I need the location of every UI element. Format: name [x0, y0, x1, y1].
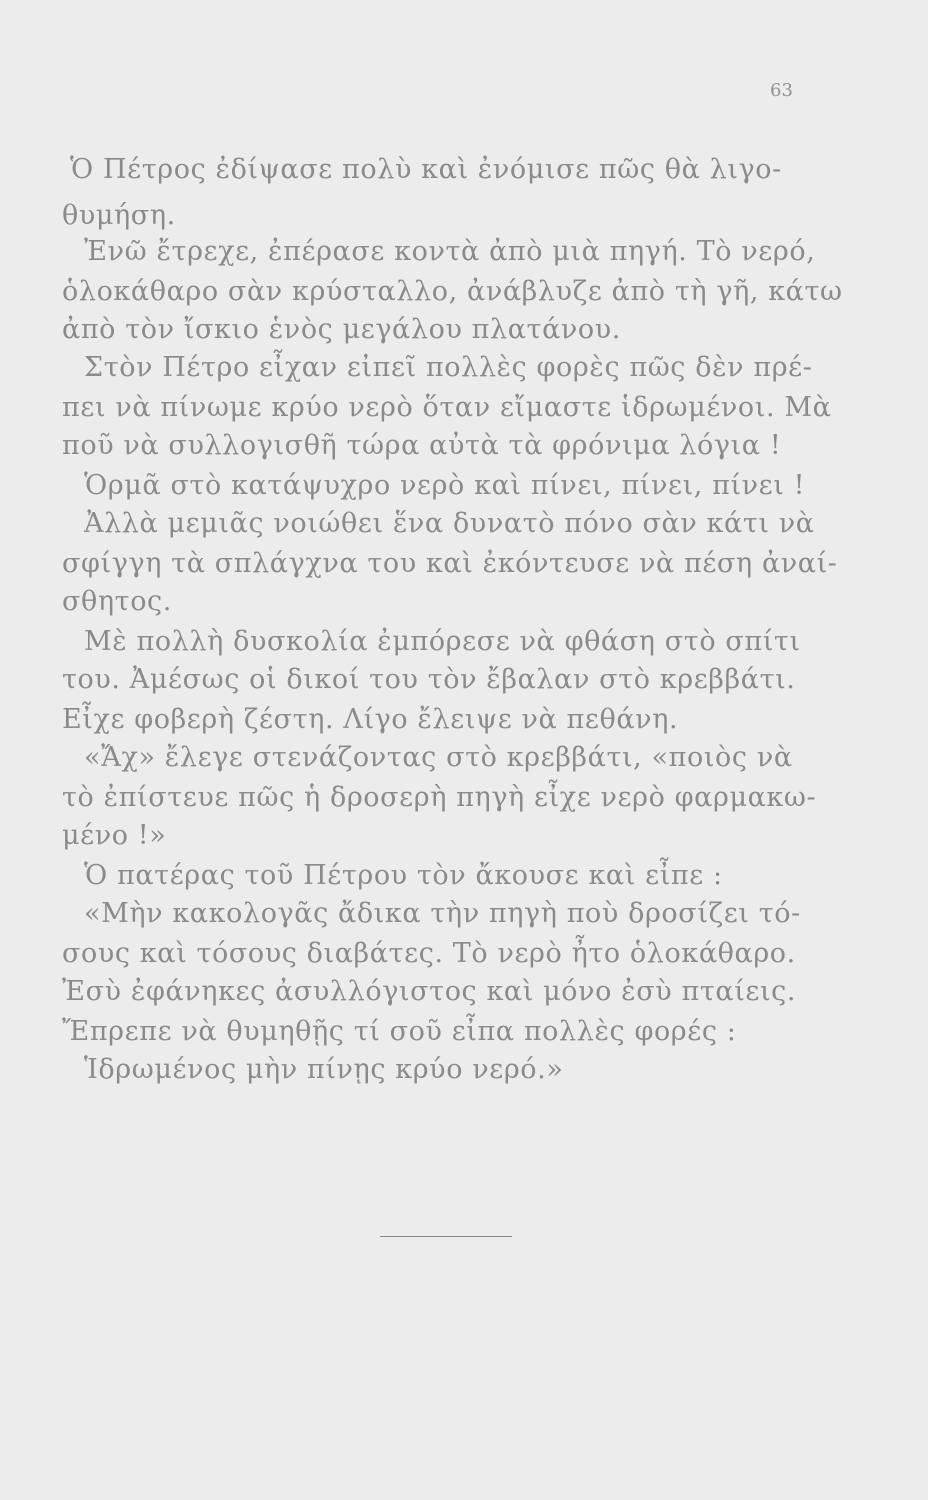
text-line: Εἶχε φοβερὴ ζέστη. Λίγο ἔλειψε νὰ πεθάνη. [62, 704, 679, 735]
text-line: ὁλοκάθαρο σὰν κρύσταλλο, ἀνάβλυζε ἀπὸ τὴ γῆ, κάτω [62, 276, 843, 307]
text-line: Ὁ πατέρας τοῦ Πέτρου τὸν ἄκουσε καὶ εἶπε : [84, 860, 723, 891]
text-line: του. Ἀμέσως οἱ δικοί του τὸν ἔβαλαν στὸ κρεββάτι. [62, 664, 796, 695]
text-line: τὸ ἐπίστευε πῶς ἡ δροσερὴ πηγὴ εἶχε νερὸ φαρμακω- [62, 782, 817, 813]
text-line: θυμήση. [62, 200, 176, 231]
text-line: ποῦ νὰ συλλογισθῆ τώρα αὐτὰ τὰ φρόνιμα λόγια ! [62, 430, 782, 461]
text-line: Ἀλλὰ μεμιᾶς νοιώθει ἕνα δυνατὸ πόνο σὰν κάτι νὰ [84, 508, 815, 539]
text-line: «Μὴν κακολογᾶς ἄδικα τὴν πηγὴ ποὺ δροσίζει τό- [84, 898, 801, 929]
text-line: Μὲ πολλὴ δυσκολία ἐμπόρεσε νὰ φθάση στὸ σπίτι [84, 626, 801, 657]
text-line: ἀπὸ τὸν ἴσκιο ἑνὸς μεγάλου πλατάνου. [62, 314, 621, 345]
text-line: Ἱδρωμένος μὴν πίνῃς κρύο νερό.» [84, 1054, 564, 1085]
text-line: «Ἄχ» ἔλεγε στενάζοντας στὸ κρεββάτι, «ποιὸς νὰ [84, 742, 793, 773]
text-line: σους καὶ τόσους διαβάτες. Τὸ νερὸ ἦτο ὁλοκάθαρο. [62, 938, 796, 969]
text-line: πει νὰ πίνωμε κρύο νερὸ ὅταν εἴμαστε ἱδρωμένοι. Μὰ [62, 392, 832, 423]
page-number: 63 [770, 80, 793, 101]
text-line: Ἔπρεπε νὰ θυμηθῇς τί σοῦ εἶπα πολλὲς φορές : [62, 1016, 737, 1047]
section-divider [380, 1236, 512, 1237]
text-line: μένο !» [62, 820, 167, 851]
text-line: Ἐνῶ ἔτρεχε, ἐπέρασε κοντὰ ἀπὸ μιὰ πηγή. Τὸ νερό, [84, 236, 816, 267]
text-line: Ὁρμᾶ στὸ κατάψυχρο νερὸ καὶ πίνει, πίνει, πίνει ! [84, 470, 806, 501]
text-line: Στὸν Πέτρο εἶχαν εἰπεῖ πολλὲς φορὲς πῶς δὲν πρέ- [84, 352, 813, 383]
text-line: Ὁ Πέτρος ἐδίψασε πολὺ καὶ ἐνόμισε πῶς θὰ λιγο- [70, 154, 782, 185]
text-line: σφίγγη τὰ σπλάγχνα του καὶ ἐκόντευσε νὰ πέση ἀναί- [62, 548, 838, 579]
text-line: Ἐσὺ ἐφάνηκες ἀσυλλόγιστος καὶ μόνο ἐσὺ πταίεις. [62, 976, 797, 1007]
text-line: σθητος. [62, 586, 172, 617]
